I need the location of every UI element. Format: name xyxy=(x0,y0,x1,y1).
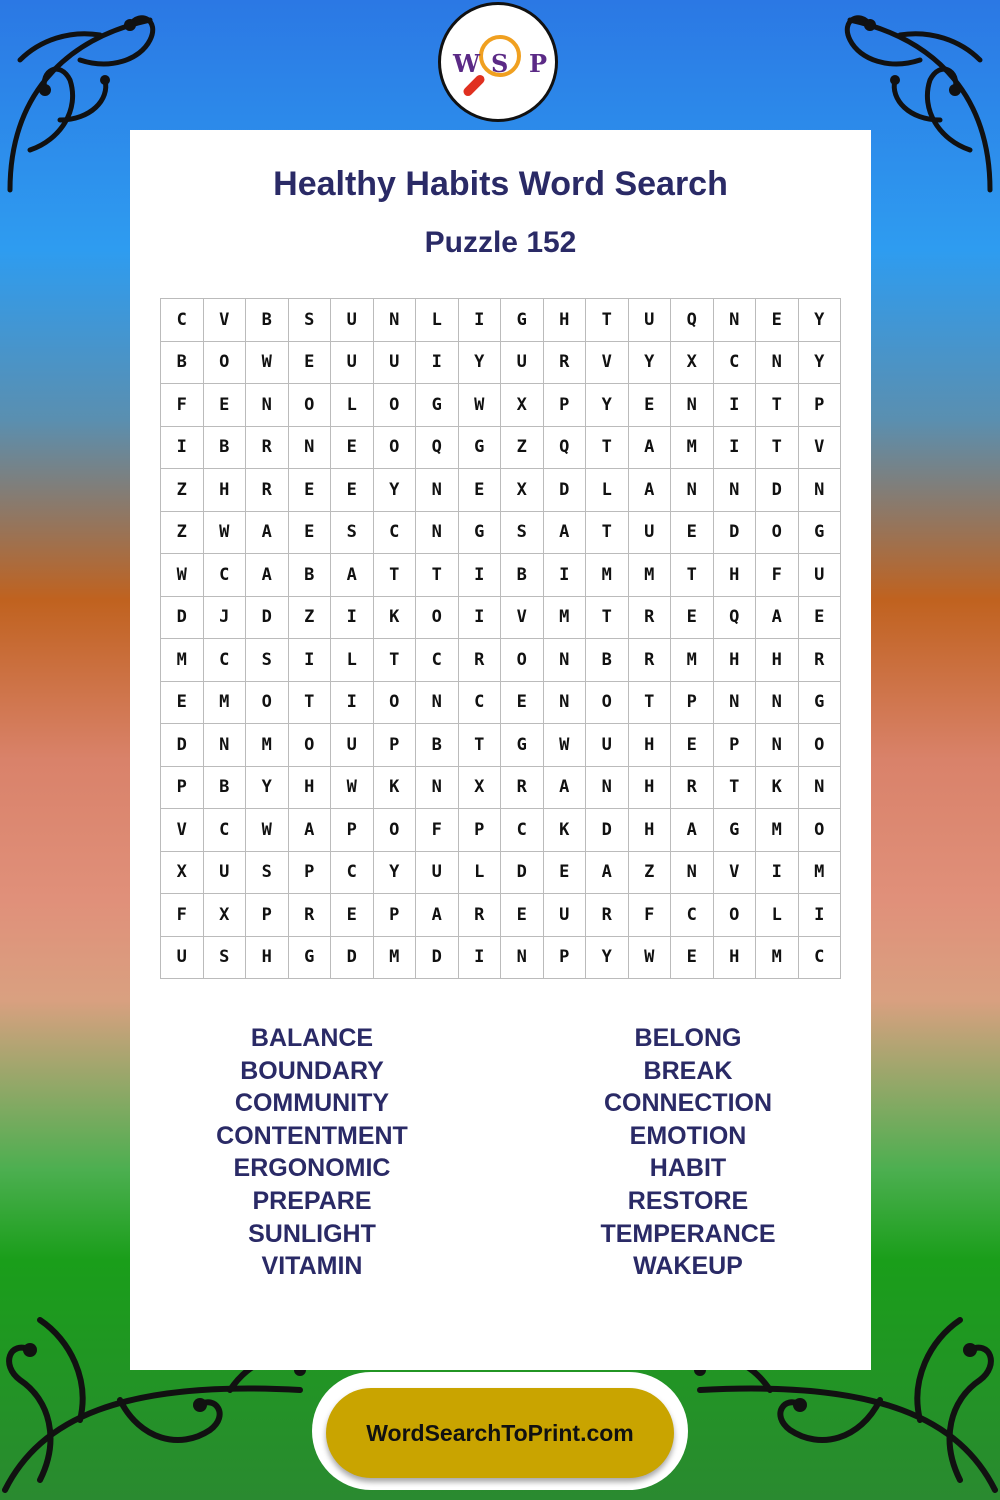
grid-cell[interactable]: T xyxy=(756,384,799,427)
word-list-item: PREPARE xyxy=(252,1186,372,1215)
grid-cell[interactable]: B xyxy=(416,724,459,767)
word-list-item: RESTORE xyxy=(627,1186,749,1215)
grid-cell[interactable]: N xyxy=(799,469,842,512)
grid-cell[interactable]: N xyxy=(416,469,459,512)
grid-cell[interactable]: G xyxy=(501,299,544,342)
grid-cell[interactable]: N xyxy=(671,852,714,895)
grid-cell[interactable]: N xyxy=(416,682,459,725)
grid-cell[interactable]: E xyxy=(331,894,374,937)
grid-cell[interactable]: W xyxy=(331,767,374,810)
grid-cell[interactable]: I xyxy=(459,937,502,980)
grid-cell[interactable]: L xyxy=(331,639,374,682)
grid-cell[interactable]: V xyxy=(586,342,629,385)
grid-cell[interactable]: N xyxy=(246,384,289,427)
grid-cell[interactable]: K xyxy=(756,767,799,810)
grid-cell[interactable]: R xyxy=(586,894,629,937)
word-list-item: HABIT xyxy=(649,1154,727,1183)
grid-cell[interactable]: P xyxy=(459,809,502,852)
word-list-left xyxy=(147,1022,477,1283)
logo-letter-w: W xyxy=(453,49,480,78)
grid-cell[interactable]: T xyxy=(586,299,629,342)
grid-cell[interactable]: L xyxy=(331,384,374,427)
grid-cell[interactable]: P xyxy=(671,682,714,725)
word-list-item: WAKEUP xyxy=(633,1252,743,1281)
grid-cell[interactable]: Z xyxy=(161,469,204,512)
grid-cell[interactable]: U xyxy=(331,299,374,342)
grid-cell[interactable]: D xyxy=(586,809,629,852)
grid-cell[interactable]: Y xyxy=(629,342,672,385)
grid-cell[interactable]: Z xyxy=(289,597,332,640)
grid-cell[interactable]: U xyxy=(629,512,672,555)
grid-cell[interactable]: O xyxy=(501,639,544,682)
grid-cell[interactable]: O xyxy=(756,512,799,555)
grid-cell[interactable]: A xyxy=(544,512,587,555)
grid-cell[interactable]: N xyxy=(714,682,757,725)
grid-cell[interactable]: O xyxy=(246,682,289,725)
grid-cell[interactable]: I xyxy=(289,639,332,682)
grid-cell[interactable]: A xyxy=(629,427,672,470)
website-badge xyxy=(312,1372,688,1490)
grid-cell[interactable]: W xyxy=(459,384,502,427)
grid-cell[interactable]: I xyxy=(756,852,799,895)
grid-cell[interactable]: N xyxy=(714,469,757,512)
grid-cell[interactable]: O xyxy=(374,682,417,725)
grid-cell[interactable]: U xyxy=(416,852,459,895)
grid-cell[interactable]: K xyxy=(374,597,417,640)
grid-cell[interactable]: W xyxy=(161,554,204,597)
grid-cell[interactable]: E xyxy=(544,852,587,895)
grid-cell[interactable]: R xyxy=(544,342,587,385)
word-list-item: TEMPERANCE xyxy=(600,1219,776,1248)
grid-cell[interactable]: E xyxy=(629,384,672,427)
grid-cell[interactable]: M xyxy=(756,937,799,980)
grid-cell[interactable]: I xyxy=(459,299,502,342)
grid-cell[interactable]: O xyxy=(289,384,332,427)
grid-cell[interactable]: N xyxy=(671,384,714,427)
word-list-item: SUNLIGHT xyxy=(248,1219,376,1248)
grid-cell[interactable]: O xyxy=(799,724,842,767)
grid-cell[interactable]: Q xyxy=(544,427,587,470)
grid-cell[interactable]: H xyxy=(714,554,757,597)
grid-cell[interactable]: I xyxy=(799,894,842,937)
grid-cell[interactable]: B xyxy=(586,639,629,682)
grid-cell[interactable]: K xyxy=(374,767,417,810)
grid-cell[interactable]: O xyxy=(714,894,757,937)
grid-cell[interactable]: U xyxy=(204,852,247,895)
word-list-item: BELONG xyxy=(634,1024,742,1052)
grid-cell[interactable]: R xyxy=(289,894,332,937)
grid-cell[interactable]: D xyxy=(246,597,289,640)
grid-cell[interactable]: Y xyxy=(246,767,289,810)
grid-cell[interactable]: E xyxy=(671,597,714,640)
grid-cell[interactable]: N xyxy=(756,682,799,725)
grid-cell[interactable]: T xyxy=(416,554,459,597)
grid-cell[interactable]: B xyxy=(204,767,247,810)
word-list-item: BOUNDARY xyxy=(240,1056,384,1085)
grid-cell[interactable]: A xyxy=(289,809,332,852)
grid-cell[interactable]: C xyxy=(671,894,714,937)
grid-cell[interactable]: E xyxy=(331,469,374,512)
word-list-item: BALANCE xyxy=(250,1024,374,1052)
grid-cell[interactable]: C xyxy=(459,682,502,725)
grid-cell[interactable]: G xyxy=(501,724,544,767)
grid-cell[interactable]: C xyxy=(204,809,247,852)
grid-cell[interactable]: T xyxy=(756,427,799,470)
grid-cell[interactable]: I xyxy=(459,554,502,597)
grid-cell[interactable]: U xyxy=(799,554,842,597)
grid-cell[interactable]: A xyxy=(246,554,289,597)
grid-cell[interactable]: R xyxy=(246,469,289,512)
grid-cell[interactable]: M xyxy=(756,809,799,852)
grid-cell[interactable]: B xyxy=(289,554,332,597)
grid-cell[interactable]: M xyxy=(799,852,842,895)
grid-cell[interactable]: S xyxy=(289,299,332,342)
grid-cell[interactable]: W xyxy=(204,512,247,555)
grid-cell[interactable]: C xyxy=(161,299,204,342)
grid-cell[interactable]: V xyxy=(714,852,757,895)
grid-cell[interactable]: H xyxy=(289,767,332,810)
grid-cell[interactable]: H xyxy=(544,299,587,342)
grid-cell[interactable]: V xyxy=(799,427,842,470)
grid-cell[interactable]: C xyxy=(714,342,757,385)
grid-cell[interactable]: J xyxy=(204,597,247,640)
grid-cell[interactable]: B xyxy=(246,299,289,342)
grid-cell[interactable]: E xyxy=(289,469,332,512)
grid-cell[interactable]: D xyxy=(501,852,544,895)
grid-cell[interactable]: T xyxy=(586,427,629,470)
grid-cell[interactable]: M xyxy=(374,937,417,980)
grid-cell[interactable]: I xyxy=(459,597,502,640)
grid-cell[interactable]: N xyxy=(671,469,714,512)
grid-cell[interactable]: M xyxy=(671,427,714,470)
grid-cell[interactable]: C xyxy=(374,512,417,555)
grid-cell[interactable]: B xyxy=(204,427,247,470)
grid-cell[interactable]: E xyxy=(671,512,714,555)
grid-cell[interactable]: I xyxy=(161,427,204,470)
grid-cell[interactable]: N xyxy=(544,682,587,725)
grid-cell[interactable]: A xyxy=(756,597,799,640)
grid-cell[interactable]: D xyxy=(416,937,459,980)
grid-cell[interactable]: M xyxy=(586,554,629,597)
grid-cell[interactable]: L xyxy=(586,469,629,512)
grid-cell[interactable]: M xyxy=(629,554,672,597)
puzzle-number: Puzzle 152 xyxy=(424,226,577,259)
grid-cell[interactable]: Y xyxy=(586,937,629,980)
grid-cell[interactable]: D xyxy=(756,469,799,512)
grid-cell[interactable]: P xyxy=(799,384,842,427)
grid-cell[interactable]: O xyxy=(586,682,629,725)
grid-cell[interactable]: X xyxy=(459,767,502,810)
grid-cell[interactable]: O xyxy=(374,384,417,427)
grid-cell[interactable]: P xyxy=(544,937,587,980)
logo-letter-s: S xyxy=(491,49,509,78)
grid-cell[interactable]: O xyxy=(416,597,459,640)
grid-cell[interactable]: L xyxy=(459,852,502,895)
word-list-item: CONNECTION xyxy=(603,1089,773,1118)
word-list-item: ERGONOMIC xyxy=(233,1154,391,1183)
grid-cell[interactable]: F xyxy=(416,809,459,852)
grid-cell[interactable]: T xyxy=(289,682,332,725)
grid-cell[interactable]: P xyxy=(331,809,374,852)
grid-cell[interactable]: U xyxy=(629,299,672,342)
grid-cell[interactable]: P xyxy=(374,894,417,937)
grid-cell[interactable]: Z xyxy=(161,512,204,555)
grid-cell[interactable]: X xyxy=(204,894,247,937)
grid-cell[interactable]: C xyxy=(331,852,374,895)
grid-cell[interactable]: P xyxy=(289,852,332,895)
grid-cell[interactable]: W xyxy=(246,809,289,852)
grid-cell[interactable]: N xyxy=(756,342,799,385)
grid-cell[interactable]: H xyxy=(629,724,672,767)
grid-cell[interactable]: K xyxy=(544,809,587,852)
grid-cell[interactable]: V xyxy=(161,809,204,852)
grid-cell[interactable]: H xyxy=(629,809,672,852)
grid-cell[interactable]: D xyxy=(161,597,204,640)
grid-cell[interactable]: E xyxy=(459,469,502,512)
grid-cell[interactable]: F xyxy=(629,894,672,937)
grid-cell[interactable]: A xyxy=(331,554,374,597)
grid-cell[interactable]: N xyxy=(289,427,332,470)
grid-cell[interactable]: C xyxy=(799,937,842,980)
grid-cell[interactable]: U xyxy=(331,724,374,767)
grid-cell[interactable]: N xyxy=(416,512,459,555)
grid-cell[interactable]: O xyxy=(374,427,417,470)
grid-cell[interactable]: T xyxy=(374,639,417,682)
grid-cell[interactable]: A xyxy=(416,894,459,937)
grid-cell[interactable]: R xyxy=(501,767,544,810)
grid-cell[interactable]: Z xyxy=(501,427,544,470)
grid-cell[interactable]: I xyxy=(331,597,374,640)
grid-cell[interactable]: R xyxy=(629,597,672,640)
grid-cell[interactable]: S xyxy=(246,852,289,895)
grid-cell[interactable]: T xyxy=(586,512,629,555)
grid-cell[interactable]: Y xyxy=(799,299,842,342)
grid-cell[interactable]: N xyxy=(799,767,842,810)
grid-cell[interactable]: A xyxy=(671,809,714,852)
grid-cell[interactable]: A xyxy=(544,767,587,810)
grid-cell[interactable]: I xyxy=(544,554,587,597)
grid-cell[interactable]: E xyxy=(671,724,714,767)
grid-cell[interactable]: T xyxy=(714,767,757,810)
grid-cell[interactable]: U xyxy=(331,342,374,385)
grid-cell[interactable]: I xyxy=(714,384,757,427)
grid-cell[interactable]: N xyxy=(204,724,247,767)
grid-cell[interactable]: M xyxy=(544,597,587,640)
grid-cell[interactable]: C xyxy=(501,809,544,852)
grid-cell[interactable]: R xyxy=(459,639,502,682)
grid-cell[interactable]: G xyxy=(799,512,842,555)
grid-cell[interactable]: N xyxy=(544,639,587,682)
grid-cell[interactable]: B xyxy=(161,342,204,385)
grid-cell[interactable]: E xyxy=(671,937,714,980)
grid-cell[interactable]: O xyxy=(204,342,247,385)
grid-cell[interactable]: U xyxy=(374,342,417,385)
grid-cell[interactable]: E xyxy=(501,682,544,725)
grid-cell[interactable]: G xyxy=(459,427,502,470)
grid-cell[interactable]: R xyxy=(459,894,502,937)
grid-cell[interactable]: S xyxy=(501,512,544,555)
grid-cell[interactable]: N xyxy=(756,724,799,767)
grid-cell[interactable]: M xyxy=(671,639,714,682)
grid-cell[interactable]: D xyxy=(544,469,587,512)
grid-cell[interactable]: L xyxy=(416,299,459,342)
grid-cell[interactable]: S xyxy=(246,639,289,682)
grid-cell[interactable]: R xyxy=(629,639,672,682)
grid-cell[interactable]: G xyxy=(459,512,502,555)
grid-cell[interactable]: G xyxy=(799,682,842,725)
grid-cell[interactable]: P xyxy=(246,894,289,937)
grid-cell[interactable]: N xyxy=(374,299,417,342)
grid-cell[interactable]: M xyxy=(161,639,204,682)
word-list-item: CONTENTMENT xyxy=(216,1121,408,1150)
grid-cell[interactable]: A xyxy=(246,512,289,555)
grid-cell[interactable]: T xyxy=(586,597,629,640)
grid-cell[interactable]: S xyxy=(204,937,247,980)
grid-cell[interactable]: X xyxy=(671,342,714,385)
grid-cell[interactable]: T xyxy=(629,682,672,725)
grid-cell[interactable]: Q xyxy=(714,597,757,640)
grid-cell[interactable]: A xyxy=(586,852,629,895)
grid-cell[interactable]: D xyxy=(714,512,757,555)
grid-cell[interactable]: P xyxy=(714,724,757,767)
grid-cell[interactable]: N xyxy=(714,299,757,342)
grid-cell[interactable]: C xyxy=(204,639,247,682)
grid-cell[interactable]: D xyxy=(161,724,204,767)
grid-cell[interactable]: N xyxy=(586,767,629,810)
grid-cell[interactable]: H xyxy=(204,469,247,512)
grid-cell[interactable]: E xyxy=(799,597,842,640)
grid-cell[interactable]: D xyxy=(331,937,374,980)
grid-cell[interactable]: F xyxy=(161,384,204,427)
grid-cell[interactable]: E xyxy=(161,682,204,725)
grid-cell[interactable]: T xyxy=(459,724,502,767)
page-title: Healthy Habits Word Search xyxy=(273,165,728,203)
website-link[interactable]: WordSearchToPrint.com xyxy=(326,1388,674,1478)
grid-cell[interactable]: C xyxy=(204,554,247,597)
grid-cell[interactable]: I xyxy=(416,342,459,385)
grid-cell[interactable]: P xyxy=(544,384,587,427)
grid-cell[interactable]: I xyxy=(331,682,374,725)
grid-cell[interactable]: U xyxy=(161,937,204,980)
grid-cell[interactable]: Z xyxy=(629,852,672,895)
grid-cell[interactable]: F xyxy=(161,894,204,937)
grid-cell[interactable]: C xyxy=(416,639,459,682)
letter-grid xyxy=(160,298,841,979)
grid-cell[interactable]: M xyxy=(246,724,289,767)
puzzle-card xyxy=(130,130,871,1370)
grid-cell[interactable]: V xyxy=(501,597,544,640)
grid-cell[interactable]: Y xyxy=(374,852,417,895)
grid-cell[interactable]: Q xyxy=(416,427,459,470)
grid-cell[interactable]: V xyxy=(204,299,247,342)
grid-cell[interactable]: M xyxy=(204,682,247,725)
grid-cell[interactable]: R xyxy=(671,767,714,810)
grid-cell[interactable]: T xyxy=(671,554,714,597)
grid-cell[interactable]: B xyxy=(501,554,544,597)
grid-cell[interactable]: E xyxy=(756,299,799,342)
grid-cell[interactable]: X xyxy=(161,852,204,895)
grid-cell[interactable]: W xyxy=(246,342,289,385)
grid-cell[interactable]: O xyxy=(374,809,417,852)
grid-cell[interactable]: H xyxy=(714,639,757,682)
grid-cell[interactable]: G xyxy=(289,937,332,980)
grid-cell[interactable]: F xyxy=(756,554,799,597)
grid-cell[interactable]: T xyxy=(374,554,417,597)
grid-cell[interactable]: G xyxy=(416,384,459,427)
grid-cell[interactable]: E xyxy=(289,342,332,385)
grid-cell[interactable]: Y xyxy=(374,469,417,512)
grid-cell[interactable]: H xyxy=(714,937,757,980)
grid-cell[interactable]: R xyxy=(799,639,842,682)
grid-cell[interactable]: E xyxy=(204,384,247,427)
grid-cell[interactable]: E xyxy=(289,512,332,555)
word-list-item: EMOTION xyxy=(629,1121,747,1150)
grid-cell[interactable]: N xyxy=(501,937,544,980)
grid-cell[interactable]: I xyxy=(714,427,757,470)
grid-cell[interactable]: H xyxy=(756,639,799,682)
word-list-item: COMMUNITY xyxy=(234,1089,390,1118)
grid-cell[interactable]: O xyxy=(289,724,332,767)
grid-cell[interactable]: P xyxy=(374,724,417,767)
grid-cell[interactable]: P xyxy=(161,767,204,810)
grid-cell[interactable]: A xyxy=(629,469,672,512)
grid-cell[interactable]: O xyxy=(799,809,842,852)
grid-cell[interactable]: R xyxy=(246,427,289,470)
grid-cell[interactable]: U xyxy=(501,342,544,385)
grid-cell[interactable]: X xyxy=(501,384,544,427)
grid-cell[interactable]: Q xyxy=(671,299,714,342)
grid-cell[interactable]: X xyxy=(501,469,544,512)
grid-cell[interactable]: U xyxy=(586,724,629,767)
grid-cell[interactable]: S xyxy=(331,512,374,555)
logo-letter-p: P xyxy=(529,49,548,78)
grid-cell[interactable]: E xyxy=(331,427,374,470)
grid-cell[interactable]: Y xyxy=(459,342,502,385)
grid-cell[interactable]: N xyxy=(416,767,459,810)
grid-cell[interactable]: L xyxy=(756,894,799,937)
grid-cell[interactable]: Y xyxy=(586,384,629,427)
grid-cell[interactable]: E xyxy=(501,894,544,937)
grid-cell[interactable]: Y xyxy=(799,342,842,385)
wsp-logo xyxy=(438,2,558,122)
grid-cell[interactable]: W xyxy=(629,937,672,980)
word-list-item: BREAK xyxy=(643,1056,733,1085)
grid-cell[interactable]: U xyxy=(544,894,587,937)
grid-cell[interactable]: H xyxy=(246,937,289,980)
word-list-right xyxy=(523,1022,853,1283)
grid-cell[interactable]: W xyxy=(544,724,587,767)
grid-cell[interactable]: H xyxy=(629,767,672,810)
word-list-item: VITAMIN xyxy=(261,1252,363,1281)
grid-cell[interactable]: G xyxy=(714,809,757,852)
